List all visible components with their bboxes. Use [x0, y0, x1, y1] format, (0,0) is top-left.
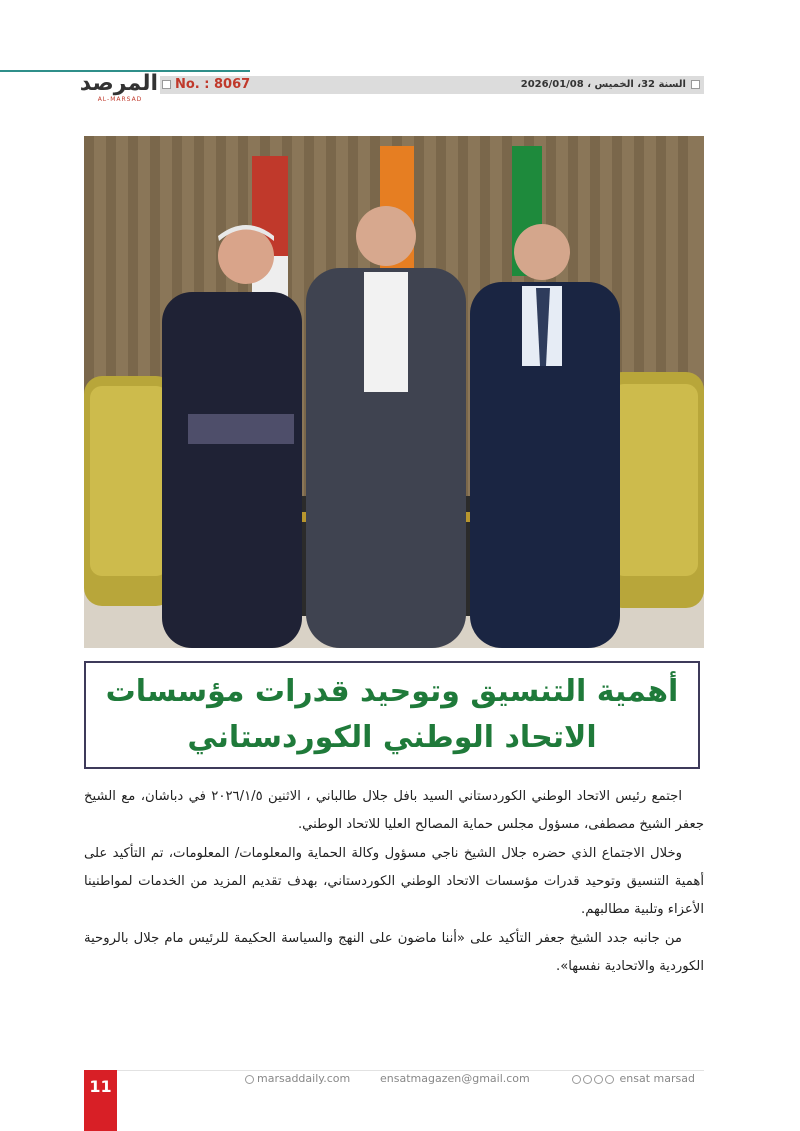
- headline-line-2: الاتحاد الوطني الكوردستاني: [187, 720, 597, 755]
- issue-number: [162, 76, 250, 94]
- footer-divider: [117, 1070, 704, 1071]
- facebook-icon: [572, 1075, 581, 1084]
- square-bullet-icon: [162, 80, 171, 89]
- page-number: 11: [84, 1070, 117, 1131]
- article-body: [84, 783, 704, 982]
- article-paragraph: اجتمع رئيس الاتحاد الوطني الكوردستاني السيد بافل جلال طالباني ، الاثنين ٢٠٢٦/١/٥ في دباشان، مع الشيخ جعفر الشيخ مصطفى، مسؤول مجلس حماية المصالح العليا للاتحاد الوطني.: [84, 789, 704, 832]
- photo-illustration: [84, 136, 704, 648]
- issue-number-text: No. : 8067: [175, 77, 251, 92]
- footer-social[interactable]: [572, 1072, 695, 1085]
- footer-email[interactable]: ensatmagazen@gmail.com: [380, 1072, 530, 1085]
- headline-line-1: أهمية التنسيق وتوحيد قدرات مؤسسات: [105, 674, 679, 709]
- footer-social-handle: ensat marsad: [619, 1072, 695, 1085]
- article-paragraph: وخلال الاجتماع الذي حضره جلال الشيخ ناجي مسؤول وكالة الحماية والمعلومات/ المعلومات، تم التأكيد على أهمية التنسيق وتوحيد قدرات مؤسسات الاتحاد الوطني الكوردستاني، بهدف تقديم المزيد من الخدمات لمواطنينا الأعزاء وتلبية مطالبهم.: [84, 846, 704, 917]
- footer-website-text: marsaddaily.com: [257, 1072, 351, 1085]
- article-photo: [84, 136, 704, 648]
- twitter-icon: [583, 1075, 592, 1084]
- masthead-logo: [79, 71, 158, 104]
- issue-date: [521, 76, 700, 94]
- logo-latin: AL-MARSAD: [97, 96, 143, 103]
- issue-date-text: السنة 32، الخميس ، 2026/01/08: [520, 79, 686, 90]
- globe-icon: [245, 1075, 254, 1084]
- youtube-icon: [605, 1075, 614, 1084]
- article-headline: [84, 661, 700, 769]
- footer-website[interactable]: [245, 1072, 350, 1085]
- instagram-icon: [594, 1075, 603, 1084]
- logo-arabic: المرصد: [79, 71, 158, 96]
- square-bullet-icon: [691, 80, 700, 89]
- article-paragraph: من جانبه جدد الشيخ جعفر التأكيد على «أننا ماضون على النهج والسياسة الحكيمة للرئيس مام جلال بالروحية الكوردية والاتحادية نفسها».: [84, 931, 704, 974]
